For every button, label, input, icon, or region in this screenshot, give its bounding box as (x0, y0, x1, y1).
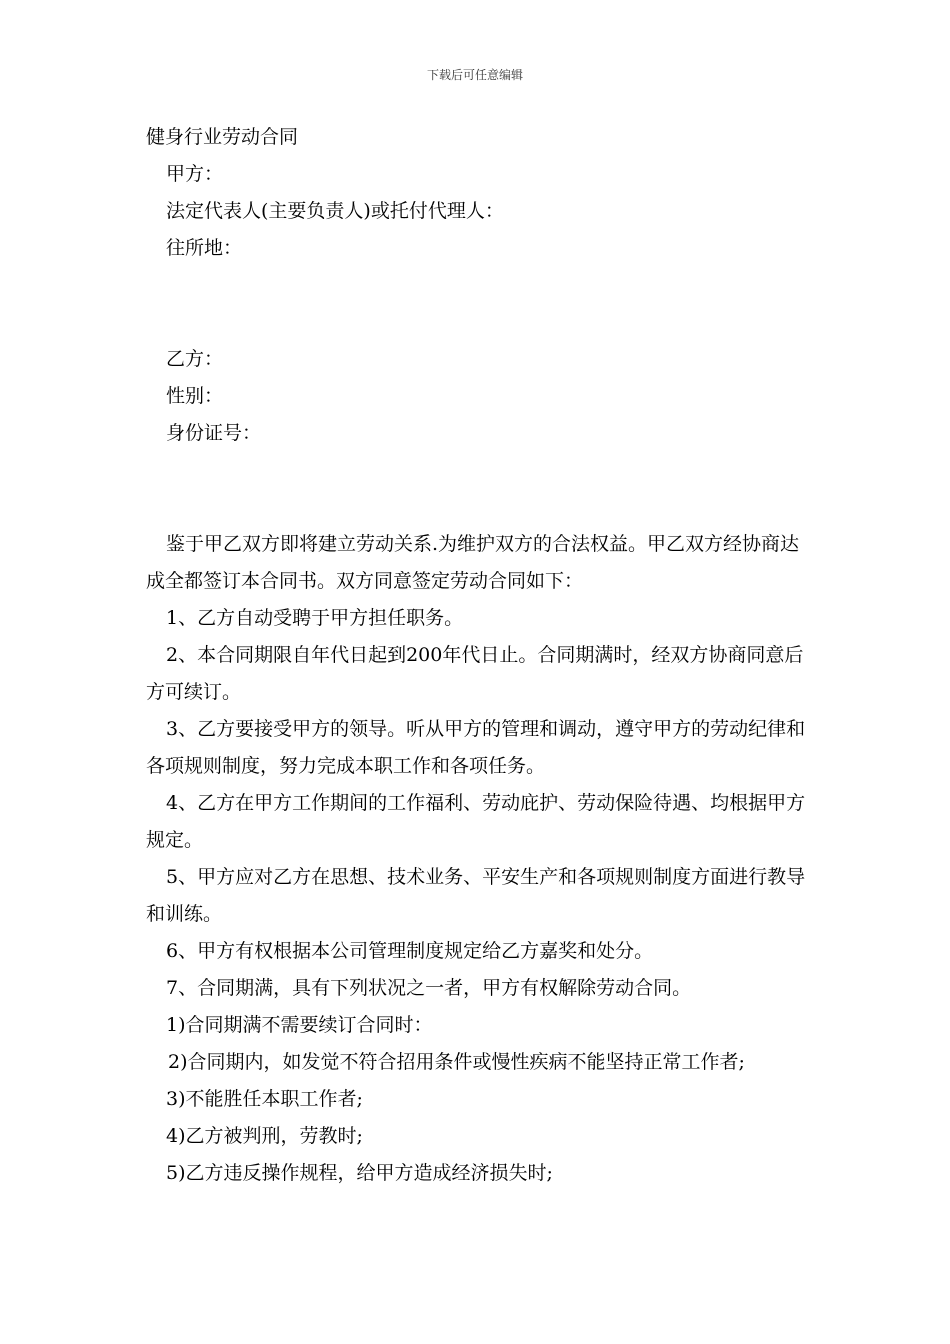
paragraph-preamble: 鉴于甲乙双方即将建立劳动关系.为维护双方的合法权益。甲乙双方经协商达成全都签订本合同书。双方同意签定劳动合同如下： (146, 533, 800, 592)
clause-1: 1、乙方自动受聘于甲方担任职务。 (166, 607, 464, 629)
spacer (146, 452, 806, 526)
party-a-representative: 法定代表人(主要负责人)或托付代理人： (166, 200, 504, 222)
page-header: 下载后可任意编辑 (426, 68, 523, 82)
document-title: 健身行业劳动合同 (146, 126, 299, 148)
spacer (146, 267, 806, 341)
party-b-id-number: 身份证号： (166, 422, 262, 444)
clause-6: 6、甲方有权根据本公司管理制度规定给乙方嘉奖和处分。 (166, 940, 654, 962)
party-b-gender: 性别： (166, 385, 224, 407)
sub-clause-3: 3)不能胜任本职工作者; (166, 1088, 363, 1110)
clause-5: 5、甲方应对乙方在思想、技术业务、平安生产和各项规则制度方面进行教导和训练。 (146, 866, 806, 925)
party-a-address: 往所地： (166, 237, 243, 259)
clause-7: 7、合同期满，具有下列状况之一者，甲方有权解除劳动合同。 (166, 977, 692, 999)
document-body (146, 119, 806, 1192)
clause-2: 2、本合同期限自年代日起到200年代日止。合同期满时，经双方协商同意后方可续订。 (146, 644, 804, 703)
sub-clause-5: 5)乙方违反操作规程，给甲方造成经济损失时; (166, 1162, 553, 1184)
party-b-label: 乙方： (166, 348, 224, 370)
sub-clause-4: 4)乙方被判刑，劳教时; (166, 1125, 363, 1147)
clause-3: 3、乙方要接受甲方的领导。听从甲方的管理和调动，遵守甲方的劳动纪律和各项规则制度，努力完成本职工作和各项任务。 (146, 718, 806, 777)
clause-4: 4、乙方在甲方工作期间的工作福利、劳动庇护、劳动保险待遇、均根据甲方规定。 (146, 792, 806, 851)
party-a-label: 甲方： (166, 163, 224, 185)
sub-clause-1: 1)合同期满不需要续订合同时： (166, 1014, 433, 1036)
sub-clause-2: 2)合同期内，如发觉不符合招用条件或慢性疾病不能坚持正常工作者; (168, 1051, 745, 1073)
